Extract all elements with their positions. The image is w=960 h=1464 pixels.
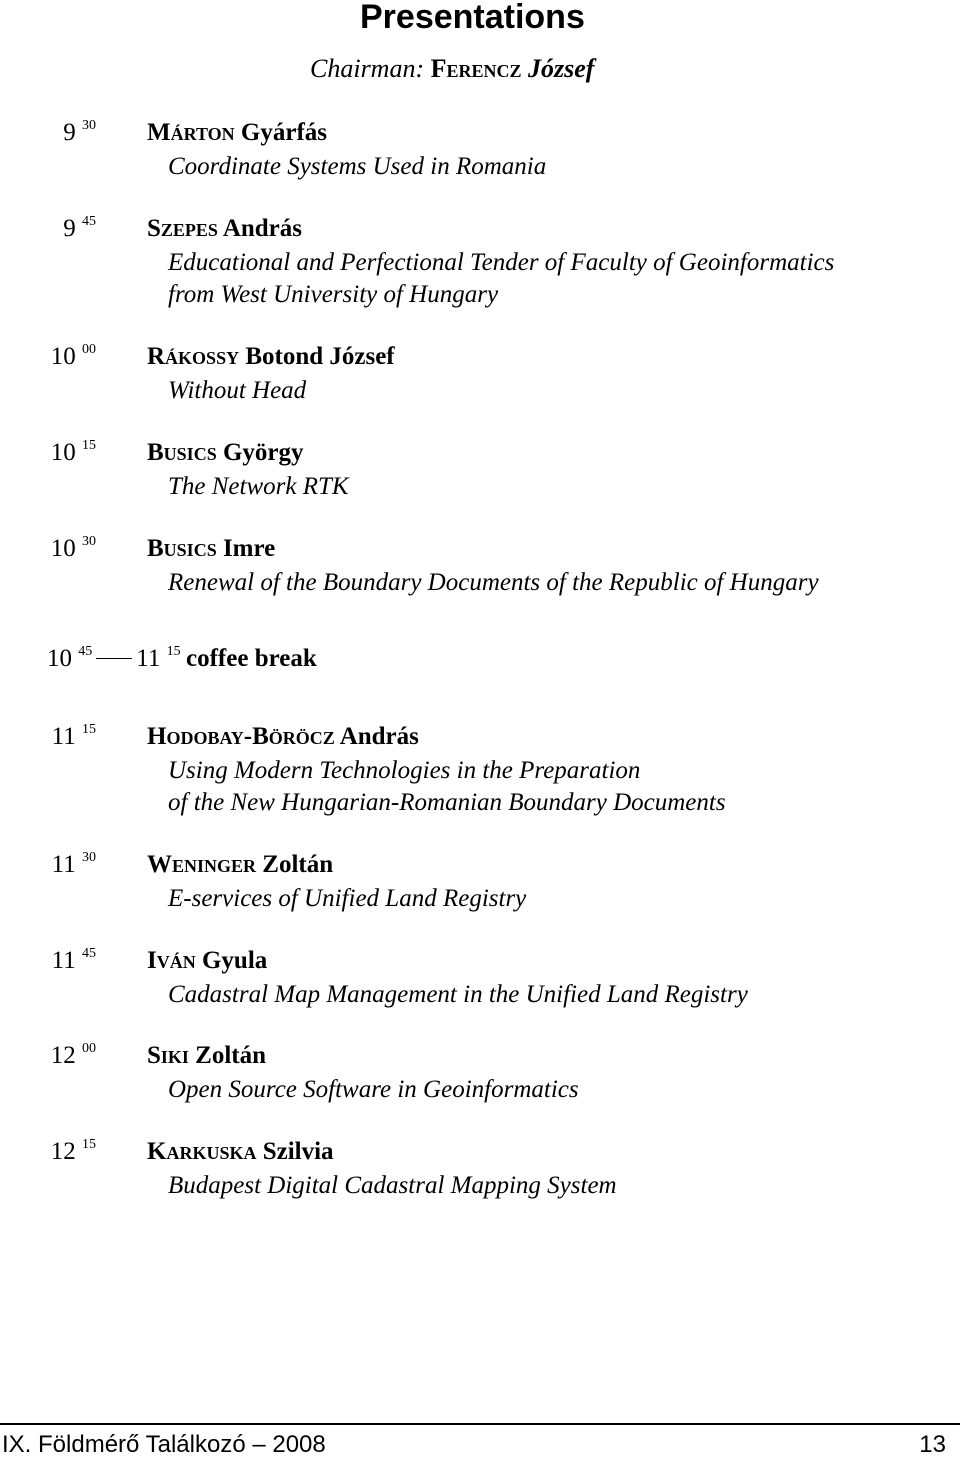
speaker-name	[147, 850, 333, 880]
speaker-name	[147, 342, 395, 372]
time-minute: 30	[82, 850, 96, 865]
chairman-surname: Ferencz	[430, 54, 522, 83]
speaker-surname: Busics	[147, 535, 217, 562]
entry-time	[51, 438, 96, 468]
speaker-name	[147, 438, 304, 468]
time-minute: 45	[82, 214, 96, 229]
speaker-given-name: Gyárfás	[240, 119, 328, 146]
speaker-given-name: Botond József	[245, 343, 395, 370]
speaker-given-name: Zoltán	[195, 1042, 267, 1069]
break-end-hour: 11	[136, 645, 161, 672]
entry-time	[51, 534, 96, 564]
speaker-surname: Hodobay-Böröcz	[147, 723, 335, 750]
talk-title: The Network RTK	[168, 473, 349, 500]
entry-time	[51, 1137, 96, 1167]
entry-time	[63, 118, 96, 148]
entry-time	[51, 1041, 96, 1071]
break-start-minute: 45	[78, 644, 93, 659]
chairman-role: Chairman:	[310, 54, 425, 83]
speaker-given-name: Szilvia	[262, 1138, 334, 1165]
entry-time	[51, 342, 96, 372]
entry-time	[63, 214, 96, 244]
talk-title: Budapest Digital Cadastral Mapping System	[168, 1172, 617, 1199]
speaker-given-name: Imre	[222, 535, 276, 562]
time-minute: 30	[82, 534, 96, 549]
time-minute: 15	[82, 1137, 96, 1152]
time-minute: 00	[82, 342, 96, 357]
speaker-given-name: András	[222, 215, 302, 242]
time-hour: 11	[51, 947, 76, 974]
speaker-name	[147, 534, 275, 564]
coffee-break-time	[47, 644, 181, 674]
time-minute: 15	[82, 722, 96, 737]
time-hour: 10	[50, 439, 76, 466]
talk-title: Renewal of the Boundary Documents of the Republic of Hungary	[168, 569, 819, 596]
talk-title: Cadastral Map Management in the Unified Land Registry	[168, 981, 748, 1008]
speaker-given-name: Zoltán	[262, 851, 334, 878]
speaker-surname: Siki	[147, 1042, 189, 1069]
speaker-surname: Busics	[147, 439, 217, 466]
time-hour: 9	[63, 119, 76, 146]
speaker-name	[147, 1041, 266, 1071]
coffee-break-label: coffee break	[186, 645, 317, 672]
time-hour: 11	[51, 723, 76, 750]
entry-time	[52, 722, 96, 752]
speaker-surname: Karkuska	[147, 1138, 257, 1165]
chairman-given-name: József	[528, 54, 595, 83]
break-start-hour: 10	[47, 645, 72, 672]
talk-title: Educational and Perfectional Tender of Faculty of Geoinformatics	[168, 249, 835, 276]
talk-title-continued: from West University of Hungary	[168, 281, 499, 308]
page-number: 13	[919, 1431, 946, 1458]
speaker-name	[147, 1137, 334, 1167]
talk-title: E-services of Unified Land Registry	[168, 885, 527, 912]
speaker-name	[147, 214, 302, 244]
time-minute: 15	[82, 438, 96, 453]
entry-time	[52, 946, 96, 976]
speaker-name	[147, 118, 327, 148]
page-title: Presentations	[360, 0, 585, 36]
speaker-name	[147, 722, 419, 752]
speaker-name	[147, 946, 267, 976]
speaker-surname: Iván	[147, 947, 196, 974]
page-footer	[0, 1423, 960, 1464]
talk-title: Without Head	[168, 377, 307, 404]
time-hour: 12	[50, 1138, 76, 1165]
speaker-surname: Márton	[147, 119, 235, 146]
time-minute: 30	[82, 118, 96, 133]
time-hour: 12	[50, 1042, 76, 1069]
break-end-minute: 15	[166, 644, 181, 659]
time-hour: 10	[50, 343, 76, 370]
talk-title: Using Modern Technologies in the Preparation	[168, 757, 641, 784]
speaker-surname: Rákossy	[147, 343, 240, 370]
time-minute: 00	[82, 1041, 96, 1056]
time-minute: 45	[82, 946, 96, 961]
time-hour: 11	[51, 851, 76, 878]
speaker-given-name: György	[222, 439, 304, 466]
speaker-surname: Weninger	[147, 851, 257, 878]
time-range-dash	[96, 658, 132, 659]
speaker-given-name: András	[339, 723, 419, 750]
entry-time	[52, 850, 96, 880]
chairman-line	[310, 54, 594, 84]
time-hour: 9	[63, 215, 76, 242]
talk-title-continued: of the New Hungarian-Romanian Boundary Documents	[168, 789, 726, 816]
time-hour: 10	[50, 535, 76, 562]
footer-event-name: IX. Földmérő Találkozó – 2008	[2, 1431, 326, 1458]
talk-title: Coordinate Systems Used in Romania	[168, 153, 547, 180]
talk-title: Open Source Software in Geoinformatics	[168, 1076, 579, 1103]
speaker-surname: Szepes	[147, 215, 218, 242]
speaker-given-name: Gyula	[201, 947, 268, 974]
